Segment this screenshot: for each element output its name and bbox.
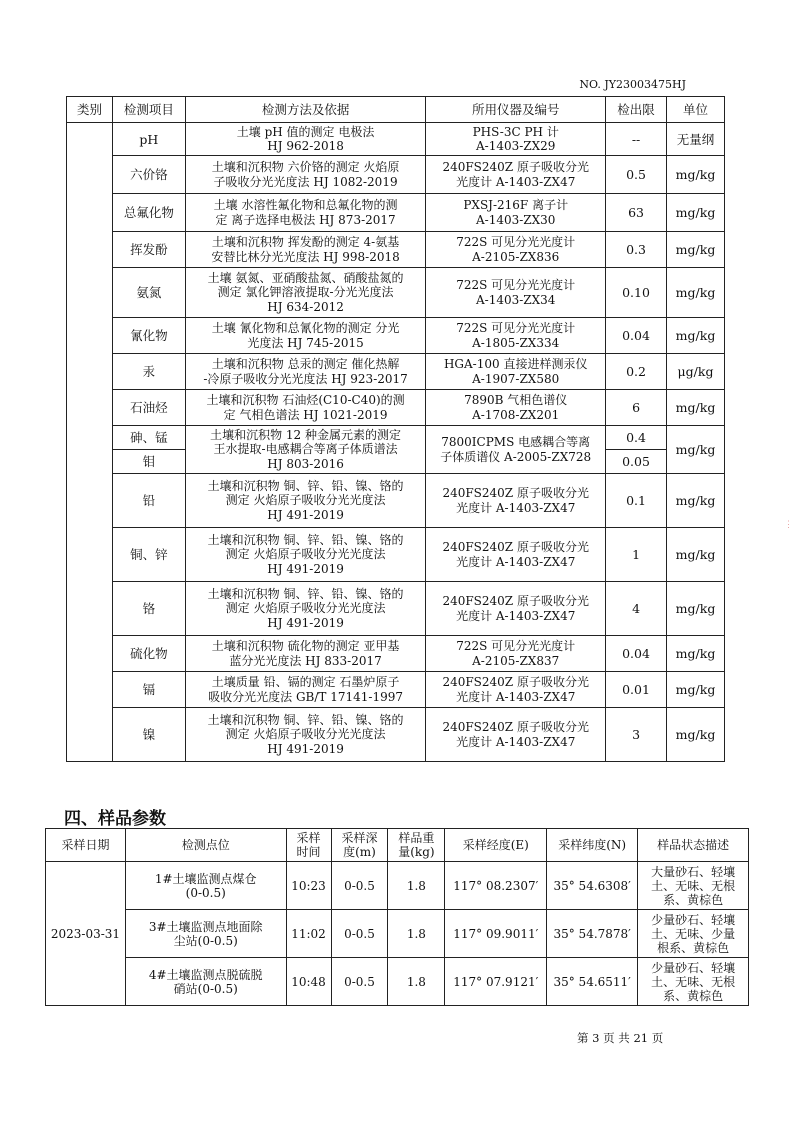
instrument-cell: PHS-3C PH 计 A-1403-ZX29 [426, 123, 606, 156]
table-row [46, 910, 749, 958]
method-cell: 土壤和沉积物 硫化物的测定 亚甲基 蓝分光光度法 HJ 833-2017 [185, 636, 426, 672]
header-limit: 检出限 [606, 97, 667, 123]
limit-cell: 1 [606, 528, 667, 582]
method-cell: 土壤和沉积物 铜、锌、铅、镍、铬的 测定 火焰原子吸收分光光度法 HJ 491-2019 [185, 474, 426, 528]
item-cell: 总氟化物 [112, 194, 185, 232]
method-cell: 土壤和沉积物 铜、锌、铅、镍、铬的 测定 火焰原子吸收分光光度法 HJ 491-2019 [185, 528, 426, 582]
method-cell: 土壤 pH 值的测定 电极法 HJ 962-2018 [185, 123, 426, 156]
document-number: NO. JY23003475HJ [579, 78, 686, 91]
sample-header-cell: 采样 时间 [286, 829, 331, 862]
table-row [67, 528, 725, 582]
latitude-cell: 35° 54.7878′ [547, 910, 638, 958]
seal-mark: ⋮ [784, 520, 793, 530]
unit-cell: mg/kg [667, 318, 725, 354]
limit-cell: 0.5 [606, 156, 667, 194]
latitude-cell: 35° 54.6511′ [547, 958, 638, 1006]
sample-table [45, 828, 749, 1006]
depth-cell: 0-0.5 [331, 862, 388, 910]
sample-header-cell: 检测点位 [125, 829, 286, 862]
method-cell: 土壤和沉积物 铜、锌、铅、镍、铬的 测定 火焰原子吸收分光光度法 HJ 491-2019 [185, 708, 426, 762]
unit-cell: mg/kg [667, 268, 725, 318]
method-cell: 土壤和沉积物 铜、锌、铅、镍、铬的 测定 火焰原子吸收分光光度法 HJ 491-2019 [185, 582, 426, 636]
method-cell: 土壤质量 铅、镉的测定 石墨炉原子 吸收分光光度法 GB/T 17141-1997 [185, 672, 426, 708]
site-cell: 1#土壤监测点煤仓 (0-0.5) [125, 862, 286, 910]
limit-cell: -- [606, 123, 667, 156]
instrument-cell: 722S 可见分光光度计 A-1805-ZX334 [426, 318, 606, 354]
method-cell: 土壤 氨氮、亚硝酸盐氮、硝酸盐氮的 测定 氯化钾溶液提取-分光光度法 HJ 634-2012 [185, 268, 426, 318]
table-row [67, 708, 725, 762]
item-cell: 铜、锌 [112, 528, 185, 582]
longitude-cell: 117° 08.2307′ [445, 862, 547, 910]
item-cell: 铬 [112, 582, 185, 636]
unit-cell: mg/kg [667, 156, 725, 194]
sample-header-cell: 样品重 量(kg) [388, 829, 445, 862]
sampling-date-cell: 2023-03-31 [46, 862, 126, 1006]
instrument-cell: 240FS240Z 原子吸收分光 光度计 A-1403-ZX47 [426, 474, 606, 528]
instrument-cell: 7890B 气相色谱仪 A-1708-ZX201 [426, 390, 606, 426]
table-row [67, 582, 725, 636]
instrument-cell: 7800ICPMS 电感耦合等离 子体质谱仪 A-2005-ZX728 [426, 426, 606, 474]
unit-cell: mg/kg [667, 390, 725, 426]
item-cell: 石油烃 [112, 390, 185, 426]
time-cell: 11:02 [286, 910, 331, 958]
unit-cell: mg/kg [667, 636, 725, 672]
table-row [46, 958, 749, 1006]
header-method: 检测方法及依据 [185, 97, 426, 123]
time-cell: 10:23 [286, 862, 331, 910]
limit-cell: 0.10 [606, 268, 667, 318]
site-cell: 3#土壤监测点地面除 尘站(0-0.5) [125, 910, 286, 958]
sample-table-header [46, 829, 749, 862]
item-cell: 镉 [112, 672, 185, 708]
item-cell: 六价铬 [112, 156, 185, 194]
header-category: 类别 [67, 97, 113, 123]
instrument-cell: 240FS240Z 原子吸收分光 光度计 A-1403-ZX47 [426, 672, 606, 708]
method-cell: 土壤和沉积物 石油烃(C10-C40)的测 定 气相色谱法 HJ 1021-2019 [185, 390, 426, 426]
longitude-cell: 117° 07.9121′ [445, 958, 547, 1006]
table-row [67, 390, 725, 426]
weight-cell: 1.8 [388, 910, 445, 958]
unit-cell: μg/kg [667, 354, 725, 390]
method-cell: 土壤 氰化物和总氰化物的测定 分光 光度法 HJ 745-2015 [185, 318, 426, 354]
description-cell: 少量砂石、轻壤 土、无味、少量 根系、黄棕色 [638, 910, 749, 958]
item-cell: pH [112, 123, 185, 156]
sample-header-cell: 采样纬度(N) [547, 829, 638, 862]
method-cell: 土壤 水溶性氟化物和总氟化物的测 定 离子选择电极法 HJ 873-2017 [185, 194, 426, 232]
instrument-cell: 722S 可见分光光度计 A-2105-ZX837 [426, 636, 606, 672]
table-row [67, 123, 725, 156]
method-cell: 土壤和沉积物 六价铬的测定 火焰原 子吸收分光光度法 HJ 1082-2019 [185, 156, 426, 194]
sample-header-cell: 采样深 度(m) [331, 829, 388, 862]
table-row [67, 672, 725, 708]
method-table [66, 96, 725, 762]
table-row [67, 636, 725, 672]
header-unit: 单位 [667, 97, 725, 123]
item-cell: 钼 [112, 450, 185, 474]
instrument-cell: 240FS240Z 原子吸收分光 光度计 A-1403-ZX47 [426, 156, 606, 194]
method-cell: 土壤和沉积物 12 种金属元素的测定 王水提取-电感耦合等离子体质谱法 HJ 803-2016 [185, 426, 426, 474]
header-item: 检测项目 [112, 97, 185, 123]
unit-cell: 无量纲 [667, 123, 725, 156]
sample-header-cell: 采样经度(E) [445, 829, 547, 862]
depth-cell: 0-0.5 [331, 958, 388, 1006]
table-row [67, 474, 725, 528]
table-row [67, 354, 725, 390]
unit-cell: mg/kg [667, 528, 725, 582]
description-cell: 少量砂石、轻壤 土、无味、无根 系、黄棕色 [638, 958, 749, 1006]
instrument-cell: 240FS240Z 原子吸收分光 光度计 A-1403-ZX47 [426, 582, 606, 636]
instrument-cell: 722S 可见分光光度计 A-2105-ZX836 [426, 232, 606, 268]
table-row [67, 232, 725, 268]
method-cell: 土壤和沉积物 挥发酚的测定 4-氨基 安替比林分光光度法 HJ 998-2018 [185, 232, 426, 268]
method-cell: 土壤和沉积物 总汞的测定 催化热解 -冷原子吸收分光光度法 HJ 923-2017 [185, 354, 426, 390]
time-cell: 10:48 [286, 958, 331, 1006]
weight-cell: 1.8 [388, 862, 445, 910]
depth-cell: 0-0.5 [331, 910, 388, 958]
table-row [46, 862, 749, 910]
unit-cell: mg/kg [667, 474, 725, 528]
limit-cell: 0.04 [606, 636, 667, 672]
instrument-cell: 240FS240Z 原子吸收分光 光度计 A-1403-ZX47 [426, 708, 606, 762]
description-cell: 大量砂石、轻壤 土、无味、无根 系、黄棕色 [638, 862, 749, 910]
section-title: 四、样品参数 [64, 809, 166, 829]
limit-cell: 0.01 [606, 672, 667, 708]
limit-cell: 0.04 [606, 318, 667, 354]
table-row [67, 194, 725, 232]
limit-cell: 0.3 [606, 232, 667, 268]
method-table-header [67, 97, 725, 123]
unit-cell: mg/kg [667, 708, 725, 762]
sample-header-cell: 采样日期 [46, 829, 126, 862]
category-cell [67, 123, 113, 762]
site-cell: 4#土壤监测点脱硫脱 硝站(0-0.5) [125, 958, 286, 1006]
weight-cell: 1.8 [388, 958, 445, 1006]
item-cell: 汞 [112, 354, 185, 390]
sample-header-cell: 样品状态描述 [638, 829, 749, 862]
instrument-cell: 240FS240Z 原子吸收分光 光度计 A-1403-ZX47 [426, 528, 606, 582]
limit-cell: 4 [606, 582, 667, 636]
unit-cell: mg/kg [667, 582, 725, 636]
limit-cell: 0.05 [606, 450, 667, 474]
item-cell: 砷、锰 [112, 426, 185, 450]
header-instrument: 所用仪器及编号 [426, 97, 606, 123]
item-cell: 氰化物 [112, 318, 185, 354]
unit-cell: mg/kg [667, 194, 725, 232]
unit-cell: mg/kg [667, 232, 725, 268]
table-row [67, 318, 725, 354]
unit-cell: mg/kg [667, 672, 725, 708]
item-cell: 硫化物 [112, 636, 185, 672]
limit-cell: 0.2 [606, 354, 667, 390]
limit-cell: 6 [606, 390, 667, 426]
item-cell: 镍 [112, 708, 185, 762]
longitude-cell: 117° 09.9011′ [445, 910, 547, 958]
page-footer: 第 3 页 共 21 页 [577, 1031, 664, 1045]
limit-cell: 0.1 [606, 474, 667, 528]
instrument-cell: HGA-100 直接进样测汞仪 A-1907-ZX580 [426, 354, 606, 390]
latitude-cell: 35° 54.6308′ [547, 862, 638, 910]
item-cell: 铅 [112, 474, 185, 528]
instrument-cell: PXSJ-216F 离子计 A-1403-ZX30 [426, 194, 606, 232]
table-row [67, 156, 725, 194]
limit-cell: 3 [606, 708, 667, 762]
table-row [67, 426, 725, 450]
limit-cell: 0.4 [606, 426, 667, 450]
limit-cell: 63 [606, 194, 667, 232]
instrument-cell: 722S 可见分光光度计 A-1403-ZX34 [426, 268, 606, 318]
item-cell: 挥发酚 [112, 232, 185, 268]
table-row [67, 268, 725, 318]
unit-cell: mg/kg [667, 426, 725, 474]
item-cell: 氨氮 [112, 268, 185, 318]
